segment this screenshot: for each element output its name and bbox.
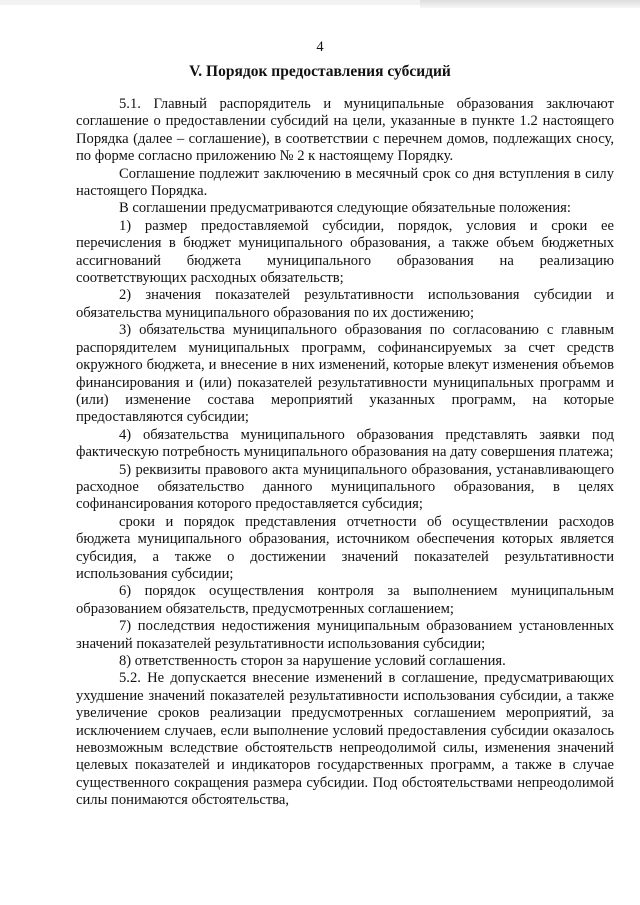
- scan-artifact: [420, 0, 640, 8]
- list-item-6: 6) порядок осуществления контроля за выполнением муниципальным образованием обязательств, предусмотренных соглашением;: [76, 583, 614, 617]
- list-item-3: 3) обязательства муниципального образования по согласованию с главным распорядителем муниципальных программ, софинансируемых за счет средств окружного бюджета, и внесение в них изменений, которые влекут изменения объемов финансирования и (или) показателей результативности муниципальных программ и (или) изменение состава мероприятий указанных программ, на которые предоставляются субсидии;: [76, 322, 614, 426]
- list-item-reporting: сроки и порядок представления отчетности об осуществлении расходов бюджета муниципального образования, источником обеспечения которых является субсидия, а также о достижении значений показателей результативности использования субсидии;: [76, 513, 614, 582]
- list-item-7: 7) последствия недостижения муниципальным образованием установленных значений показателей результативности использования субсидии;: [76, 618, 614, 652]
- paragraph-5-1: 5.1. Главный распорядитель и муниципальные образования заключают соглашение о предоставлении субсидий на цели, указанные в пункте 1.2 настоящего Порядка (далее – соглашение), в соответствии с перечнем домов, подлежащих сносу, по форме согласно приложению № 2 к настоящему Порядку.: [76, 96, 614, 165]
- document-body: [76, 96, 614, 810]
- paragraph-5-2: 5.2. Не допускается внесение изменений в соглашение, предусматривающих ухудшение значений показателей результативности использования субсидии, а также увеличение сроков реализации предусмотренных соглашением мероприятий, за исключением случаев, если выполнение условий предоставления субсидии оказалось невозможным вследствие обстоятельств непреодолимой силы, изменения значений целевых показателей и индикаторов государственных программ, а также в случае существенного сокращения размера субсидии. Под обстоятельствами непреодолимой силы понимаются обстоятельства,: [76, 670, 614, 809]
- paragraph-agreement-term: Соглашение подлежит заключению в месячный срок со дня вступления в силу настоящего Порядка.: [76, 165, 614, 200]
- list-item-4: 4) обязательства муниципального образования представлять заявки под фактическую потребность муниципального образования на дату совершения платежа;: [76, 426, 614, 461]
- list-item-2: 2) значения показателей результативности использования субсидии и обязательства муниципального образования по их достижению;: [76, 287, 614, 321]
- paragraph-mandatory-provisions: В соглашении предусматриваются следующие обязательные положения:: [119, 200, 571, 217]
- list-item-5: 5) реквизиты правового акта муниципального образования, устанавливающего расходное обязательство данного муниципального образования, в целях софинансирования которого предоставляется субсидия;: [76, 461, 614, 513]
- page-number: 4: [316, 39, 324, 55]
- list-item-8: 8) ответственность сторон за нарушение условий соглашения.: [119, 653, 506, 669]
- list-item-1: 1) размер предоставляемой субсидии, порядок, условия и сроки ее перечисления в бюджет муниципального образования, а также объем бюджетных ассигнований бюджета муниципального образования на реализацию соответствующих расходных обязательств;: [76, 217, 614, 287]
- section-title: V. Порядок предоставления субсидий: [189, 63, 451, 80]
